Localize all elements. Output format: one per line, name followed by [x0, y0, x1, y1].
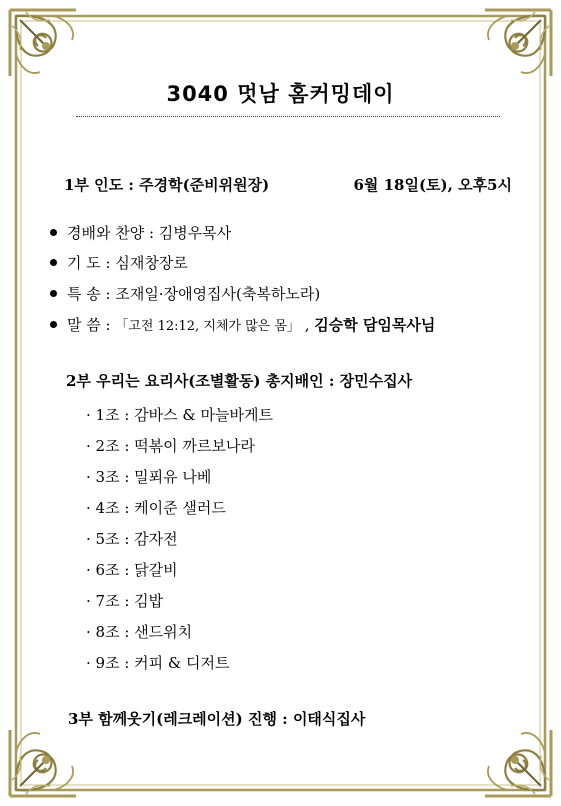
bullet-icon	[50, 321, 57, 328]
event-datetime: 6월 18일(토), 오후5시	[353, 176, 512, 194]
bullet-icon	[50, 229, 57, 236]
ornament-border-icon	[6, 6, 555, 800]
group-item: · 1조 : 감바스 & 마늘바게트	[86, 406, 273, 424]
group-item: · 3조 : 밀푀유 나베	[86, 468, 212, 486]
bullet-icon	[50, 259, 57, 266]
page-title: 3040 멋남 홈커밍데이	[166, 82, 395, 106]
list-item: 말 씀 : 「고전 12:12, 지체가 많은 몸」 , 김승학 담임목사님	[50, 314, 435, 335]
group-item: · 2조 : 떡볶이 까르보나라	[86, 437, 255, 455]
group-item: · 4조 : 케이준 샐러드	[86, 499, 226, 517]
group-item: · 7조 : 김밥	[86, 592, 164, 610]
list-item: 특 송 : 조재일·장애영집사(축복하노라)	[50, 283, 320, 304]
list-item: 경배와 찬양 : 김병우목사	[50, 222, 231, 243]
dotted-divider	[76, 116, 500, 117]
group-item: · 5조 : 감자전	[86, 530, 178, 548]
scripture-reference: 「고전 12:12, 지체가 많은 몸」	[115, 319, 300, 334]
group-item: · 8조 : 샌드위치	[86, 623, 193, 641]
part1-heading-row	[64, 174, 514, 195]
part1-heading: 1부 인도 : 주경학(준비위원장)	[64, 176, 270, 194]
speaker-name: 김승학 담임목사님	[314, 316, 436, 334]
ornamental-frame	[6, 6, 555, 800]
group-item: · 9조 : 커피 & 디저트	[86, 654, 230, 672]
part3-heading: 3부 함께웃기(레크레이션) 진행 : 이태식집사	[68, 710, 366, 728]
group-item: · 6조 : 닭갈비	[86, 561, 178, 579]
part2-heading: 2부 우리는 요리사(조별활동) 총지배인 : 장민수집사	[66, 372, 413, 390]
bullet-icon	[50, 290, 57, 297]
list-item: 기 도 : 심재창장로	[50, 252, 188, 273]
